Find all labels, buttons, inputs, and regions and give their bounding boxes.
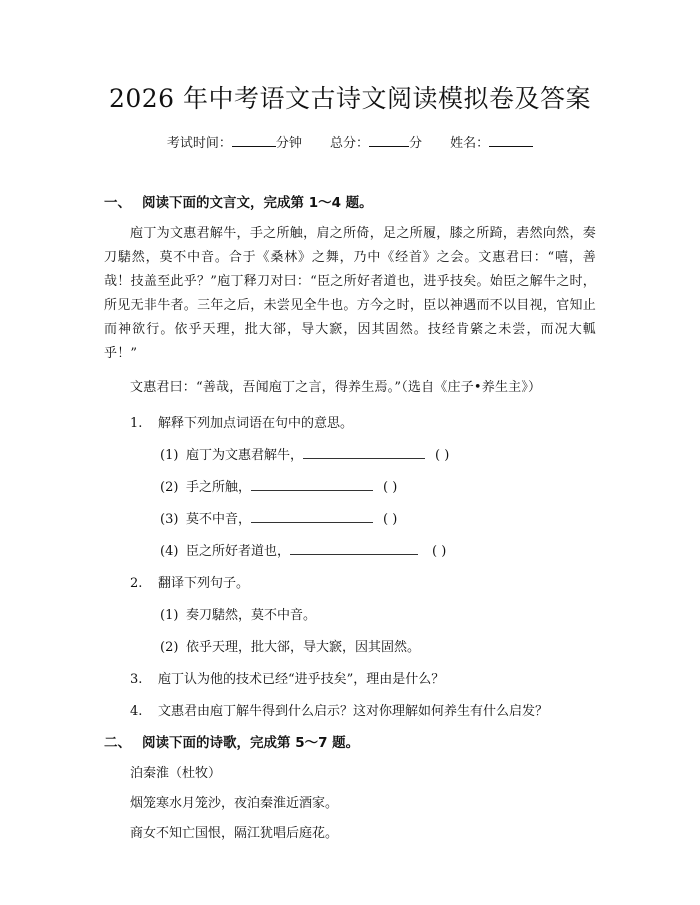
question-3 <box>104 670 596 690</box>
section-1-title: 阅读下面的文言文，完成第 1～4 题。 <box>142 195 373 211</box>
section-2-title: 阅读下面的诗歌，完成第 5～7 题。 <box>142 735 360 751</box>
question-2 <box>104 574 596 594</box>
item-number: (4) <box>160 544 179 559</box>
question-2-item-1 <box>104 606 596 626</box>
question-4 <box>104 702 596 722</box>
question-4-text: 文惠君由庖丁解牛得到什么启示？这对你理解如何养生有什么启发？ <box>158 704 549 719</box>
answer-paren: ( ) <box>435 448 450 463</box>
item-text: 依乎天理，批大郤，导大窾，因其固然。 <box>186 640 421 655</box>
item-text: 手之所触， <box>186 480 252 495</box>
exam-name-label: 姓名： <box>450 136 490 151</box>
exam-score-blank[interactable] <box>369 134 409 147</box>
question-2-item-2 <box>104 638 596 658</box>
poem-title: 泊秦淮（杜牧） <box>130 766 222 781</box>
exam-time-unit: 分钟 <box>275 136 302 151</box>
classical-passage-ending: 文惠君曰：“善哉，吾闻庖丁之言，得养生焉。”（选自《庄子•养生主》） <box>130 380 542 395</box>
page-title: 2026 年中考语文古诗文阅读模拟卷及答案 <box>108 84 592 113</box>
item-text: 庖丁为文惠君解牛， <box>186 448 304 463</box>
section-1-heading <box>104 192 596 214</box>
exam-score <box>330 136 426 151</box>
question-1 <box>104 414 596 434</box>
answer-paren: ( ) <box>383 512 398 527</box>
question-1-item-3 <box>104 510 596 530</box>
exam-meta <box>104 134 596 154</box>
question-2-text: 翻译下列句子。 <box>158 576 250 591</box>
classical-passage: 庖丁为文惠君解牛，手之所触，肩之所倚，足之所履，膝之所踦，砉然向然，奏刀騞然，莫不中音。合于《桑林》之舞，乃中《经首》之会。文惠君曰：“嘻，善哉！技盖至此乎？”庖丁释刀对曰：“臣之所好者道也，进乎技矣。始臣之解牛之时，所见无非牛者。三年之后，未尝见全牛也。方今之时，臣以神遇而不以目视，官知止而神欲行。依乎天理，批大郤，导大窾，因其固然。技经肯綮之未尝，而况大軱乎！” <box>104 226 596 361</box>
exam-name <box>450 136 533 151</box>
question-4-number: 4. <box>130 704 143 719</box>
exam-name-blank[interactable] <box>489 134 533 147</box>
question-1-item-4 <box>104 542 596 562</box>
item-number: (2) <box>160 480 179 495</box>
item-text: 奏刀騞然，莫不中音。 <box>186 608 317 623</box>
exam-time-blank[interactable] <box>232 134 276 147</box>
answer-line[interactable] <box>251 478 373 491</box>
answer-line[interactable] <box>251 510 373 523</box>
answer-line[interactable] <box>303 446 425 459</box>
section-2-heading <box>104 732 596 754</box>
question-1-number: 1. <box>130 416 143 431</box>
question-2-number: 2. <box>130 576 143 591</box>
question-1-text: 解释下列加点词语在句中的意思。 <box>158 416 354 431</box>
exam-score-unit: 分 <box>409 136 423 151</box>
item-number: (2) <box>160 640 179 655</box>
section-2-number: 二、 <box>104 735 131 751</box>
item-number: (1) <box>160 448 179 463</box>
answer-line[interactable] <box>290 542 418 555</box>
exam-time <box>167 136 306 151</box>
question-1-item-2 <box>104 478 596 498</box>
poem-line-2: 商女不知亡国恨，隔江犹唱后庭花。 <box>130 826 339 841</box>
item-text: 莫不中音， <box>186 512 252 527</box>
item-number: (3) <box>160 512 179 527</box>
item-number: (1) <box>160 608 179 623</box>
answer-paren: ( ) <box>432 544 447 559</box>
poem-line-1: 烟笼寒水月笼沙，夜泊秦淮近酒家。 <box>130 796 339 811</box>
question-1-item-1 <box>104 446 596 466</box>
answer-paren: ( ) <box>383 480 398 495</box>
exam-time-label: 考试时间： <box>166 136 232 151</box>
exam-score-label: 总分： <box>329 136 369 151</box>
item-text: 臣之所好者道也， <box>186 544 291 559</box>
question-3-text: 庖丁认为他的技术已经“进乎技矣”，理由是什么？ <box>158 672 445 687</box>
question-3-number: 3. <box>130 672 143 687</box>
section-1-number: 一、 <box>104 195 131 211</box>
